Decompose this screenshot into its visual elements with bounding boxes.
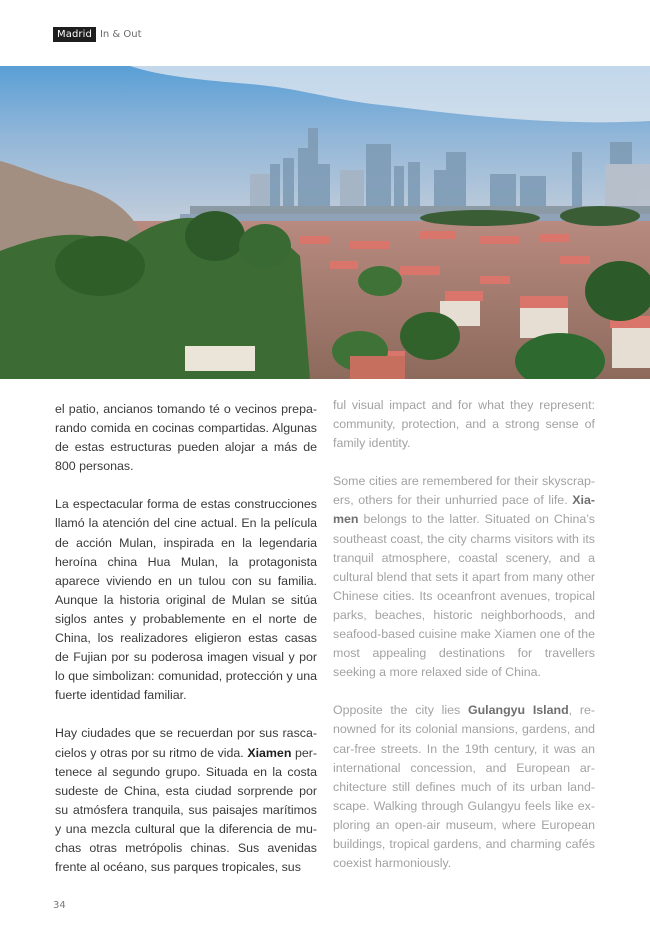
paragraph-text: ful visual impact and for what they represent: community, protection, and a strong sense of family identity. <box>333 398 595 451</box>
paragraph <box>55 724 317 877</box>
paragraph <box>55 495 317 705</box>
paragraph <box>333 701 595 873</box>
article-column-spanish <box>55 400 317 896</box>
paragraph-text: pertenece al segundo grupo. Situada en la costa sudeste de China, esta ciudad sorprende por su atmósfera tranquila, sus paisajes marítimos y una mezcla cultural que la diferencia de muchas otras metrópolis chinas. Sus avenidas frente al océano, sus parques tropicales, sus <box>55 745 317 875</box>
bold-term: Xiamen <box>333 493 595 527</box>
paragraph-text: , renowned for its colonial mansions, gardens, and car-free streets. In the 19th century, it was an international concession, and European architecture still defines much of its urban landscape. Walking through Gulangyu feels like exploring an open-air museum, where European buildings, tropical gardens, and charming cafés coexist harmoniously. <box>333 703 595 871</box>
paragraph-text: Hay ciudades que se recuerdan por sus rascacielos y otras por su ritmo de vida. <box>55 726 317 760</box>
paragraph-text: Some cities are remembered for their skyscrapers, others for their unhurried pace of life. <box>333 474 595 508</box>
paragraph-text: La espectacular forma de estas construcciones llamó la atención del cine actual. En la película de acción Mulan, inspirada en la legendaria heroína china Hua Mulan, la protagonista aparece viviendo en un tulou con su familia. Aunque la historia original de Mulan se sitúa siglos antes y probablemente en el norte de China, los realizadores eligieron estas casas de Fujian por su poderosa imagen visual y por lo que simbolizan: comunidad, protección y una fuerte identidad familiar. <box>55 497 317 703</box>
magazine-header <box>53 26 142 42</box>
paragraph <box>333 472 595 682</box>
house-brick <box>350 356 405 379</box>
brand-logo-suffix: In & Out <box>99 28 142 40</box>
feature-photo <box>0 66 650 379</box>
page-number: 34 <box>53 900 66 911</box>
paragraph-text: belongs to the latter. Situated on China’s southeast coast, the city charms visitors with its tranquil atmosphere, coastal scenery, and a cultural blend that sets it apart from many other Chinese cities. Its oceanfront avenues, tropical parks, beaches, historic neighborhoods, and seafood-based cuisine make Xiamen one of the most appealing destinations for travellers seeking a more relaxed side of China. <box>333 512 595 680</box>
paragraph <box>333 396 595 453</box>
house-front <box>185 346 255 371</box>
photo-illustration <box>0 66 650 379</box>
bold-term: Xiamen <box>247 745 292 760</box>
paragraph <box>55 400 317 476</box>
article-column-english <box>333 396 595 892</box>
brand-logo-box: Madrid <box>53 27 96 42</box>
paragraph-text: Opposite the city lies <box>333 703 468 718</box>
bold-term: Gulangyu Island <box>467 703 569 718</box>
paragraph-text: el patio, ancianos tomando té o vecinos preparando comida en cocinas compartidas. Algunas de estas estructuras pueden alojar a más de 800 personas. <box>55 402 317 474</box>
